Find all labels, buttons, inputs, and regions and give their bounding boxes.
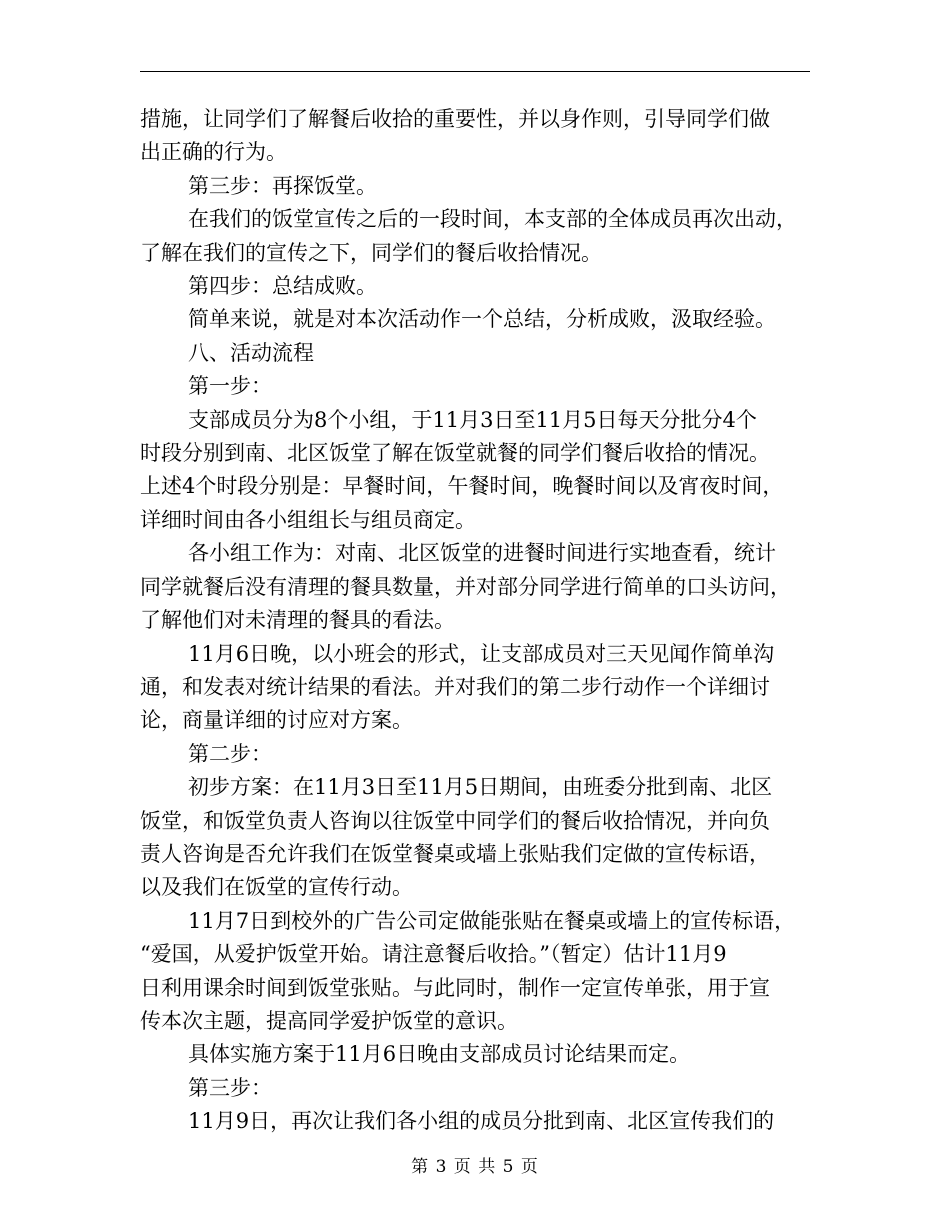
paragraph-line: “爱国，从爱护饭堂开始。请注意餐后收拾。”（暂定）估计11月9 [140, 942, 727, 967]
paragraph-line: 第三步： [188, 1075, 272, 1100]
paragraph [140, 905, 812, 1039]
paragraph-line: 出正确的行为。 [140, 140, 287, 165]
paragraph [140, 738, 812, 771]
paragraph [140, 771, 812, 905]
paragraph [140, 337, 812, 370]
paragraph-line: 第三步：再探饭堂。 [188, 173, 377, 198]
paragraph-line: 时段分别到南、北区饭堂了解在饭堂就餐的同学们餐后收拾的情况。 [140, 441, 770, 466]
paragraph-line: 措施，让同学们了解餐后收拾的重要性，并以身作则，引导同学们做 [140, 107, 770, 131]
paragraph [140, 270, 812, 303]
paragraph-line: 第四步：总结成败。 [188, 274, 377, 299]
paragraph [140, 1105, 812, 1138]
paragraph [140, 1072, 812, 1105]
paragraph-line: 通，和发表对统计结果的看法。并对我们的第二步行动作一个详细讨 [140, 674, 770, 699]
paragraph-line: 初步方案：在11月3日至11月5日期间，由班委分批到南、北区 [188, 775, 773, 800]
paragraph-line: 八、活动流程 [188, 340, 314, 365]
paragraph-line: 了解在我们的宣传之下，同学们的餐后收拾情况。 [140, 240, 602, 265]
paragraph-line: 简单来说，就是对本次活动作一个总结，分析成败，汲取经验。 [188, 307, 776, 332]
paragraph [140, 1038, 812, 1071]
paragraph-line: 日利用课余时间到饭堂张贴。与此同时，制作一定宣传单张，用于宣 [140, 975, 770, 1000]
paragraph-line: 第二步： [188, 741, 272, 766]
paragraph-line: 以及我们在饭堂的宣传行动。 [140, 875, 413, 900]
paragraph [140, 103, 812, 170]
paragraph-line: 了解他们对未清理的餐具的看法。 [140, 608, 455, 633]
paragraph [140, 404, 812, 538]
paragraph [140, 370, 812, 403]
paragraph-line: 上述4个时段分别是：早餐时间，午餐时间，晚餐时间以及宵夜时间， [140, 474, 784, 499]
paragraph-line: 同学就餐后没有清理的餐具数量，并对部分同学进行简单的口头访问， [140, 574, 791, 599]
paragraph [140, 638, 812, 738]
paragraph [140, 537, 812, 637]
paragraph-line: 传本次主题，提高同学爱护饭堂的意识。 [140, 1008, 518, 1033]
header-rule [140, 71, 810, 72]
paragraph-line: 11月6日晚，以小班会的形式，让支部成员对三天见闻作简单沟 [188, 641, 775, 666]
paragraph-line: 详细时间由各小组组长与组员商定。 [140, 507, 476, 532]
page-number: 第 3 页 共 5 页 [411, 1157, 539, 1177]
paragraph [140, 170, 812, 203]
paragraph-line: 责人咨询是否允许我们在饭堂餐桌或墙上张贴我们定做的宣传标语， [140, 841, 770, 866]
paragraph-line: 饭堂，和饭堂负责人咨询以往饭堂中同学们的餐后收拾情况，并向负 [140, 808, 770, 833]
paragraph-line: 具体实施方案于11月6日晚由支部成员讨论结果而定。 [188, 1042, 691, 1067]
document-body [140, 103, 812, 1139]
paragraph-line: 11月7日到校外的广告公司定做能张贴在餐桌或墙上的宣传标语， [188, 908, 796, 933]
paragraph-line: 支部成员分为8个小组，于11月3日至11月5日每天分批分4个 [188, 407, 757, 432]
paragraph-line: 各小组工作为：对南、北区饭堂的进餐时间进行实地查看，统计 [188, 541, 776, 566]
paragraph-line: 11月9日，再次让我们各小组的成员分批到南、北区宣传我们的 [188, 1109, 775, 1134]
paragraph [140, 203, 812, 270]
paragraph-line: 论，商量详细的讨应对方案。 [140, 708, 413, 733]
paragraph [140, 303, 812, 336]
paragraph-line: 在我们的饭堂宣传之后的一段时间，本支部的全体成员再次出动， [188, 207, 797, 232]
paragraph-line: 第一步： [188, 374, 272, 399]
